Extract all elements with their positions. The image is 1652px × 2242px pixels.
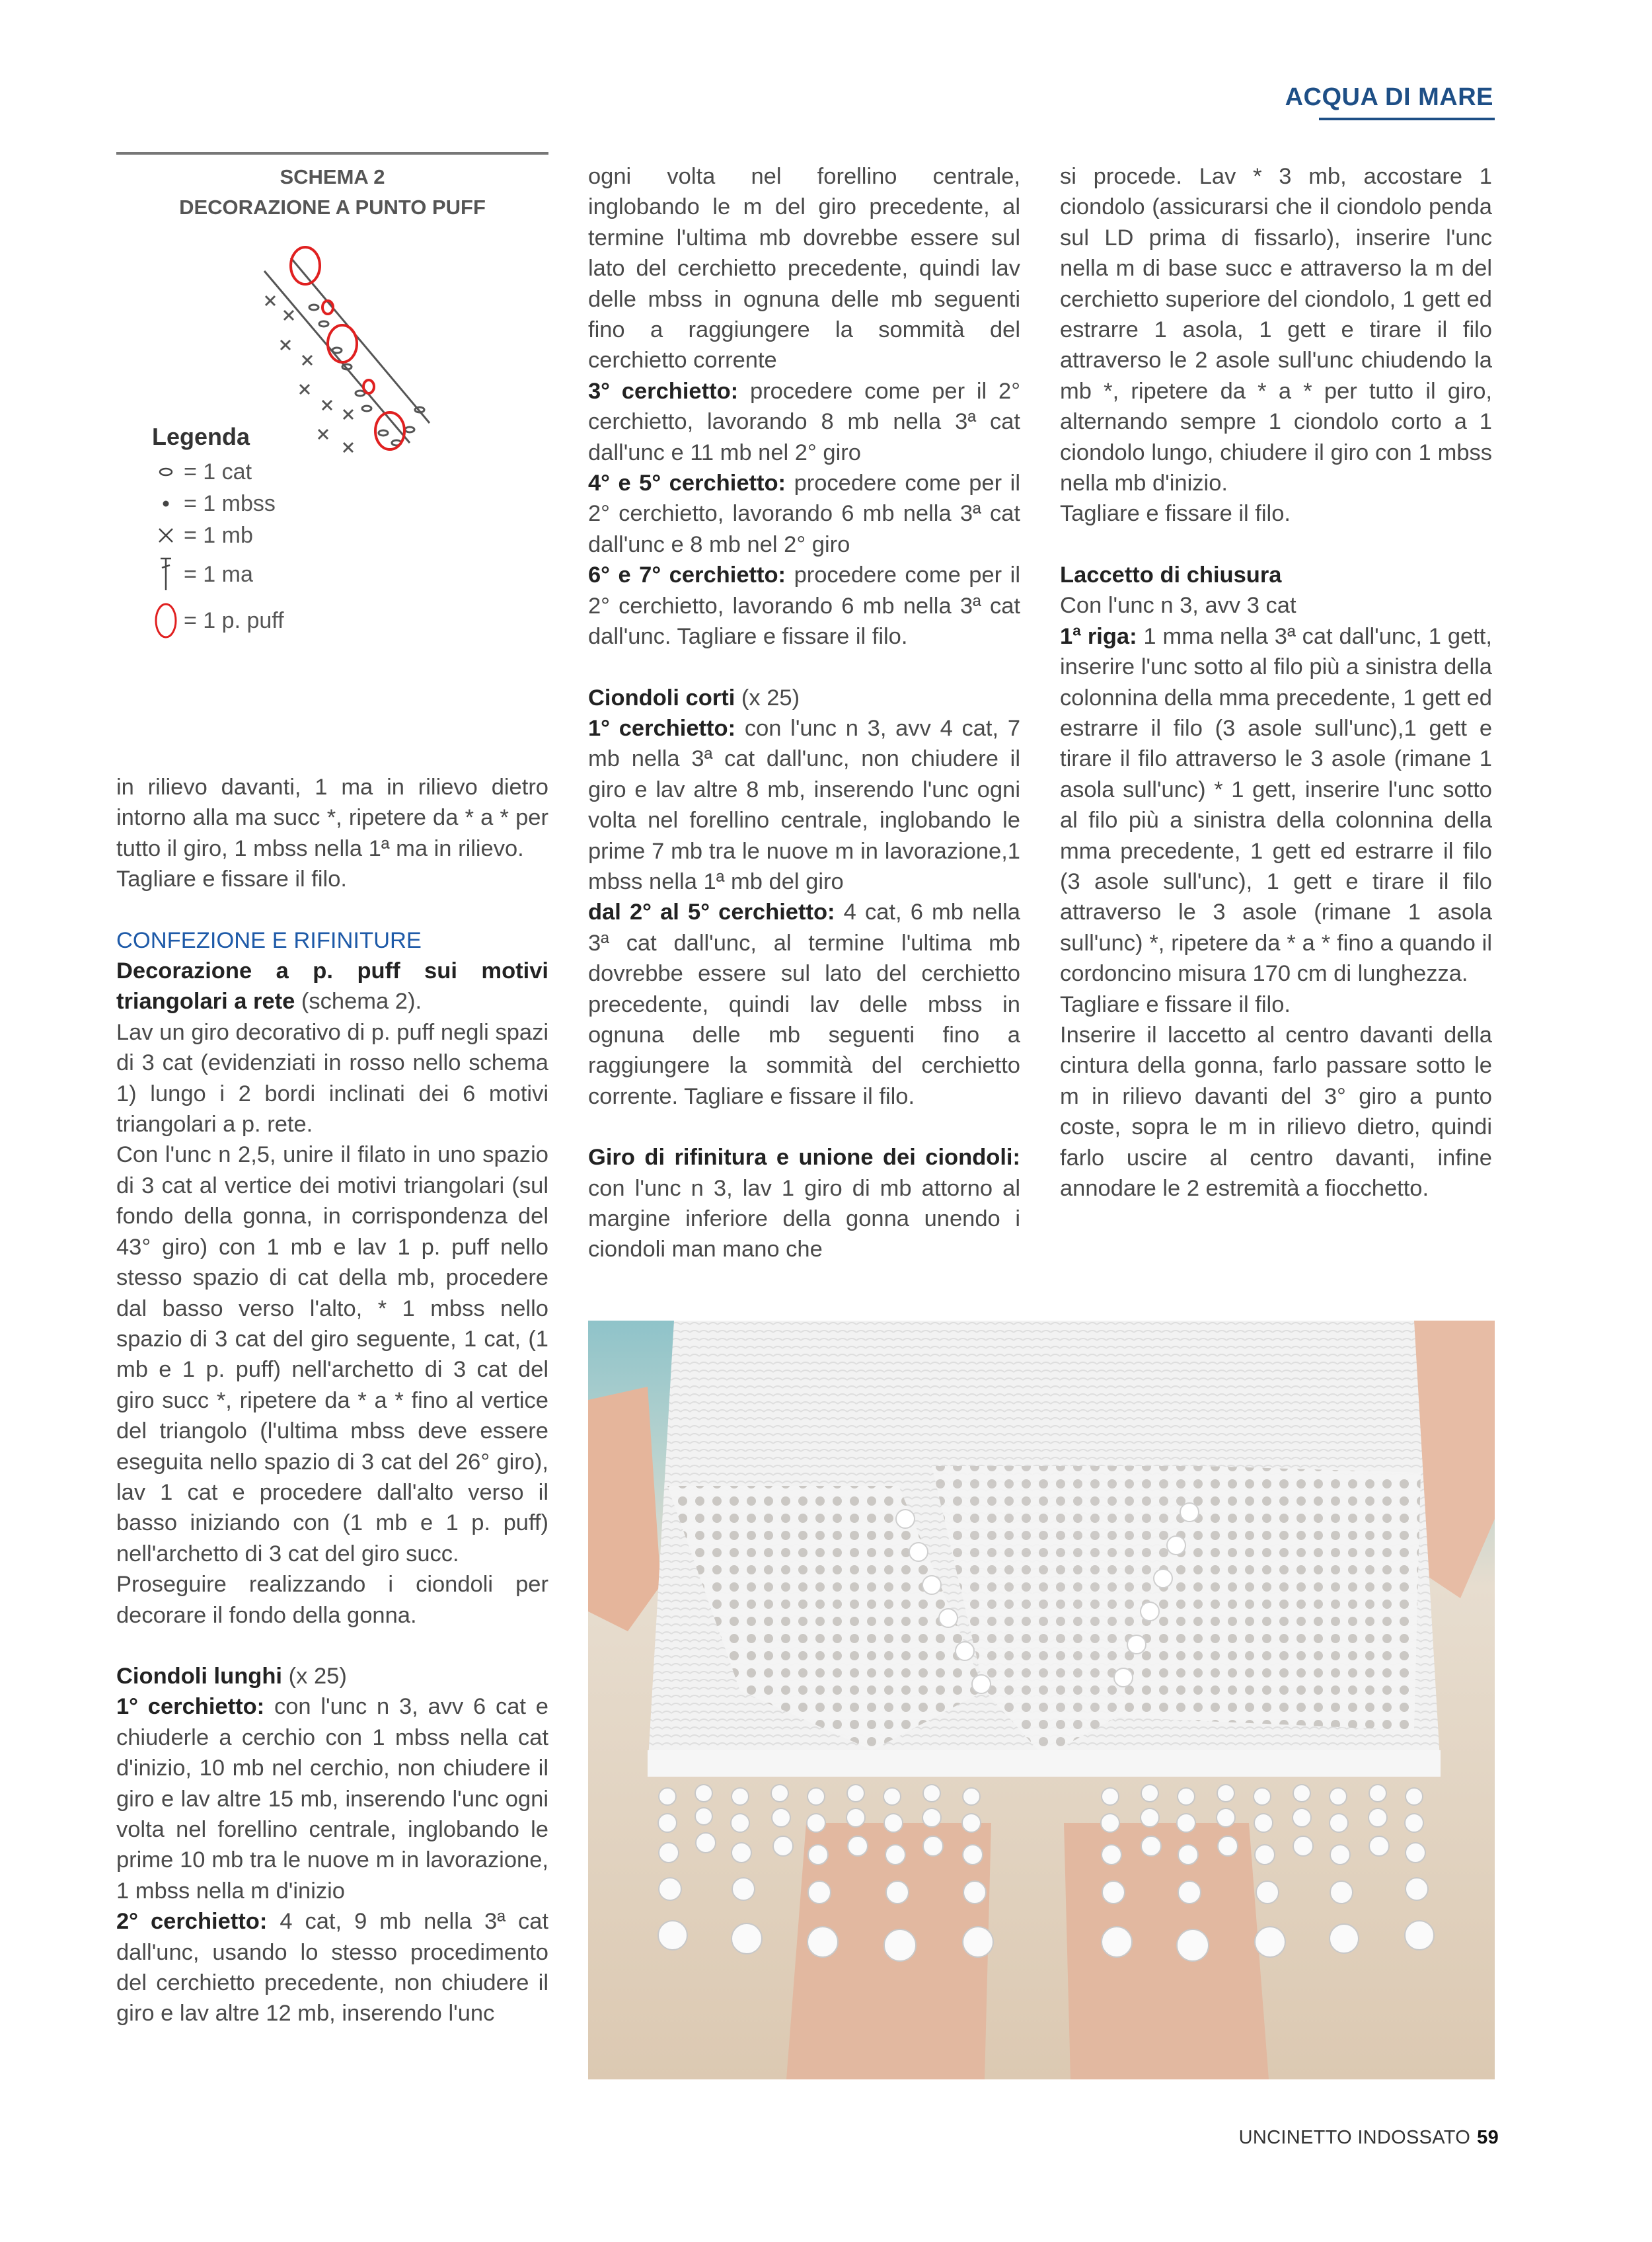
paragraph: 6° e 7° cerchietto: procedere come per il 2° cerchietto, lavorando 6 mb nella 3ª cat dall'unc. Tagliare e fissare il filo. bbox=[588, 562, 1020, 650]
schema-title: SCHEMA 2 bbox=[280, 165, 385, 188]
legend-label: = 1 mb bbox=[184, 522, 253, 548]
magazine-name: UNCINETTO INDOSSATO bbox=[1238, 2127, 1471, 2148]
paragraph: 1° cerchietto: con l'unc n 3, avv 4 cat, 7 mb nella 3ª cat dall'unc, non chiudere il giro e lav altre 8 mb, inserendo l'unc ogni volta nel forellino centrale, inglobando le prime 7 mb tra le nuove m in lavorazione,1 mbss nella 1ª mb del giro bbox=[588, 715, 1021, 894]
paragraph: Decorazione a p. puff sui motivi triangolari a rete (schema 2). bbox=[116, 958, 548, 1015]
paragraph: Proseguire realizzando i ciondoli per decorare il fondo della gonna. bbox=[116, 1572, 548, 1628]
subheading: Laccetto di chiusura bbox=[1060, 562, 1282, 588]
chain-icon bbox=[152, 467, 180, 477]
paragraph: Tagliare e fissare il filo. bbox=[116, 867, 347, 892]
paragraph: in rilievo davanti, 1 ma in rilievo dietro intorno alla ma succ *, ripetere da * a * per tutto il giro, 1 mbss nella 1ª ma in rilievo. bbox=[116, 775, 548, 861]
legend-row bbox=[152, 551, 430, 598]
legend-row bbox=[152, 488, 430, 520]
puff-stitch-icon bbox=[152, 601, 180, 640]
paragraph: Con l'unc n 3, avv 3 cat bbox=[1060, 593, 1296, 619]
page-number: 59 bbox=[1477, 2127, 1499, 2148]
paragraph: 1° cerchietto: con l'unc n 3, avv 6 cat e chiuderle a cerchio con 1 mbss nella cat d'inizio, 10 mb nel cerchio, non chiudere il giro e lav altre 15 mb, inserendo l'unc ogni volta nel forellino centrale, inglobando le prime 10 mb tra le nuove m in lavorazione, 1 mbss nella m d'inizio bbox=[116, 1694, 548, 1904]
paragraph: ogni volta nel forellino centrale, inglobando le m del giro precedente, al termine l'ultima mb dovrebbe essere sul lato del cerchietto precedente, quindi lav delle mbss in ognuna delle mb seguenti fino a raggiungere la sommità del cerchietto corrente bbox=[588, 164, 1020, 373]
legend-label: = 1 ma bbox=[184, 561, 253, 587]
legend-title: Legenda bbox=[152, 423, 250, 450]
paragraph: Giro di rifinitura e unione dei ciondoli: con l'unc n 3, lav 1 giro di mb attorno al margine inferiore della gonna unendo i ciondoli man mano che bbox=[588, 1145, 1020, 1262]
schema-rule bbox=[116, 152, 548, 155]
paragraph: Inserire il laccetto al centro davanti della cintura della gonna, farlo passare sotto le m in rilievo davanti del 3° giro a punto coste, sopra le m in rilievo dietro, quindi farlo uscire al centro davanti, infine annodare le 2 estremità a fiocchetto. bbox=[1060, 1022, 1492, 1201]
subheading: Ciondoli lunghi (x 25) bbox=[116, 1663, 347, 1689]
paragraph: Tagliare e fissare il filo. bbox=[1060, 991, 1291, 1017]
paragraph: Con l'unc n 2,5, unire il filato in uno spazio di 3 cat al vertice dei motivi triangolari (sul fondo della gonna, in corrispondenza del 43° giro) con 1 mb e lav 1 p. puff nello stesso spazio di cat della mb, procedere dal basso verso l'alto, * 1 mbss nello spazio di 3 cat del giro seguente, 1 cat, (1 mb e 1 p. puff) nell'archetto di 3 cat del giro succ *, ripetere da * a * fino al vertice del triangolo (l'ultima mbss deve essere eseguita nello spazio di 3 cat del 26° giro), lav 1 cat e procedere dall'alto verso il basso iniziando con (1 mb e 1 p. puff) nell'archetto di 3 cat del giro succ. bbox=[116, 1142, 548, 1566]
legend-label: = 1 p. puff bbox=[184, 607, 284, 633]
legend bbox=[152, 423, 430, 644]
legend-row bbox=[152, 456, 430, 488]
legend-label: = 1 cat bbox=[184, 459, 252, 484]
text-column-2 bbox=[588, 161, 1020, 1265]
legend-label: = 1 mbss bbox=[184, 490, 276, 516]
subheading: Ciondoli corti (x 25) bbox=[588, 685, 800, 711]
paragraph: 2° cerchietto: 4 cat, 9 mb nella 3ª cat dall'unc, usando lo stesso procedimento del cerchietto precedente, non chiudere il giro e lav altre 12 mb, inserendo l'unc bbox=[116, 1909, 548, 2027]
text-column-1 bbox=[116, 772, 548, 2029]
paragraph: dal 2° al 5° cerchietto: 4 cat, 6 mb nella 3ª cat dall'unc, al termine l'ultima mb dovrebbe essere sul lato del cerchietto precedente, quindi lav delle mbss in ognuna delle mb seguenti fino a raggiungere la sommità del cerchietto corrente. Tagliare e fissare il filo. bbox=[588, 900, 1020, 1109]
slip-stitch-icon bbox=[152, 499, 180, 508]
text-column-3 bbox=[1060, 161, 1492, 1204]
legend-row bbox=[152, 520, 430, 551]
paragraph: 4° e 5° cerchietto: procedere come per il 2° cerchietto, lavorando 6 mb nella 3ª cat dall'unc e 8 mb nel 2° giro bbox=[588, 471, 1020, 557]
paragraph: si procede. Lav * 3 mb, accostare 1 ciondolo (assicurarsi che il ciondolo penda sul LD prima di fissarlo), inserire l'unc nella m di base succ e attraverso la m del cerchietto superiore del ciondolo, 1 gett ed estrarre 1 asola, 1 gett e tirare il filo attraverso le 2 asole sull'unc chiudendo la mb *, ripetere da * a * per tutto il giro, alternando sempre 1 ciondolo corto a 1 ciondolo lungo, chiudere il giro con 1 mbss nella mb d'inizio. bbox=[1060, 164, 1492, 496]
paragraph: 3° cerchietto: procedere come per il 2° cerchietto, lavorando 8 mb nella 3ª cat dall'unc e 11 mb nel 2° giro bbox=[588, 378, 1020, 465]
half-double-crochet-icon bbox=[152, 556, 180, 593]
paragraph: Lav un giro decorativo di p. puff negli spazi di 3 cat (evidenziati in rosso nello schema 1) lungo i 2 bordi inclinati dei 6 motivi triangolari a p. rete. bbox=[116, 1019, 548, 1138]
legend-row bbox=[152, 598, 430, 644]
section-tag: ACQUA DI MARE bbox=[1285, 83, 1493, 111]
section-tag-rule bbox=[1319, 118, 1495, 120]
schema-subtitle: DECORAZIONE A PUNTO PUFF bbox=[179, 196, 486, 219]
paragraph: Tagliare e fissare il filo. bbox=[1060, 501, 1291, 527]
page-footer bbox=[1239, 2127, 1499, 2149]
skirt-photo bbox=[588, 1321, 1495, 2079]
section-heading: CONFEZIONE E RIFINITURE bbox=[116, 927, 422, 953]
paragraph: 1ª riga: 1 mma nella 3ª cat dall'unc, 1 gett, inserire l'unc sotto al filo più a sinistra della colonnina della mma precedente, 1 gett ed estrarre il filo (3 asole sull'unc),1 gett e tirare il filo attraverso le 3 asole (rimane 1 asola sull'unc) * 1 gett, inserire l'unc sotto al filo più a sinistra della colonnina della mma precedente, 1 gett ed estrarre il filo (3 asole sull'unc), 1 gett e tirare il filo attraverso le 3 asole (rimane 1 asola sull'unc) *, ripetere da * a * fino a quando il cordoncino misura 170 cm di lunghezza. bbox=[1060, 623, 1492, 987]
single-crochet-icon bbox=[152, 526, 180, 545]
